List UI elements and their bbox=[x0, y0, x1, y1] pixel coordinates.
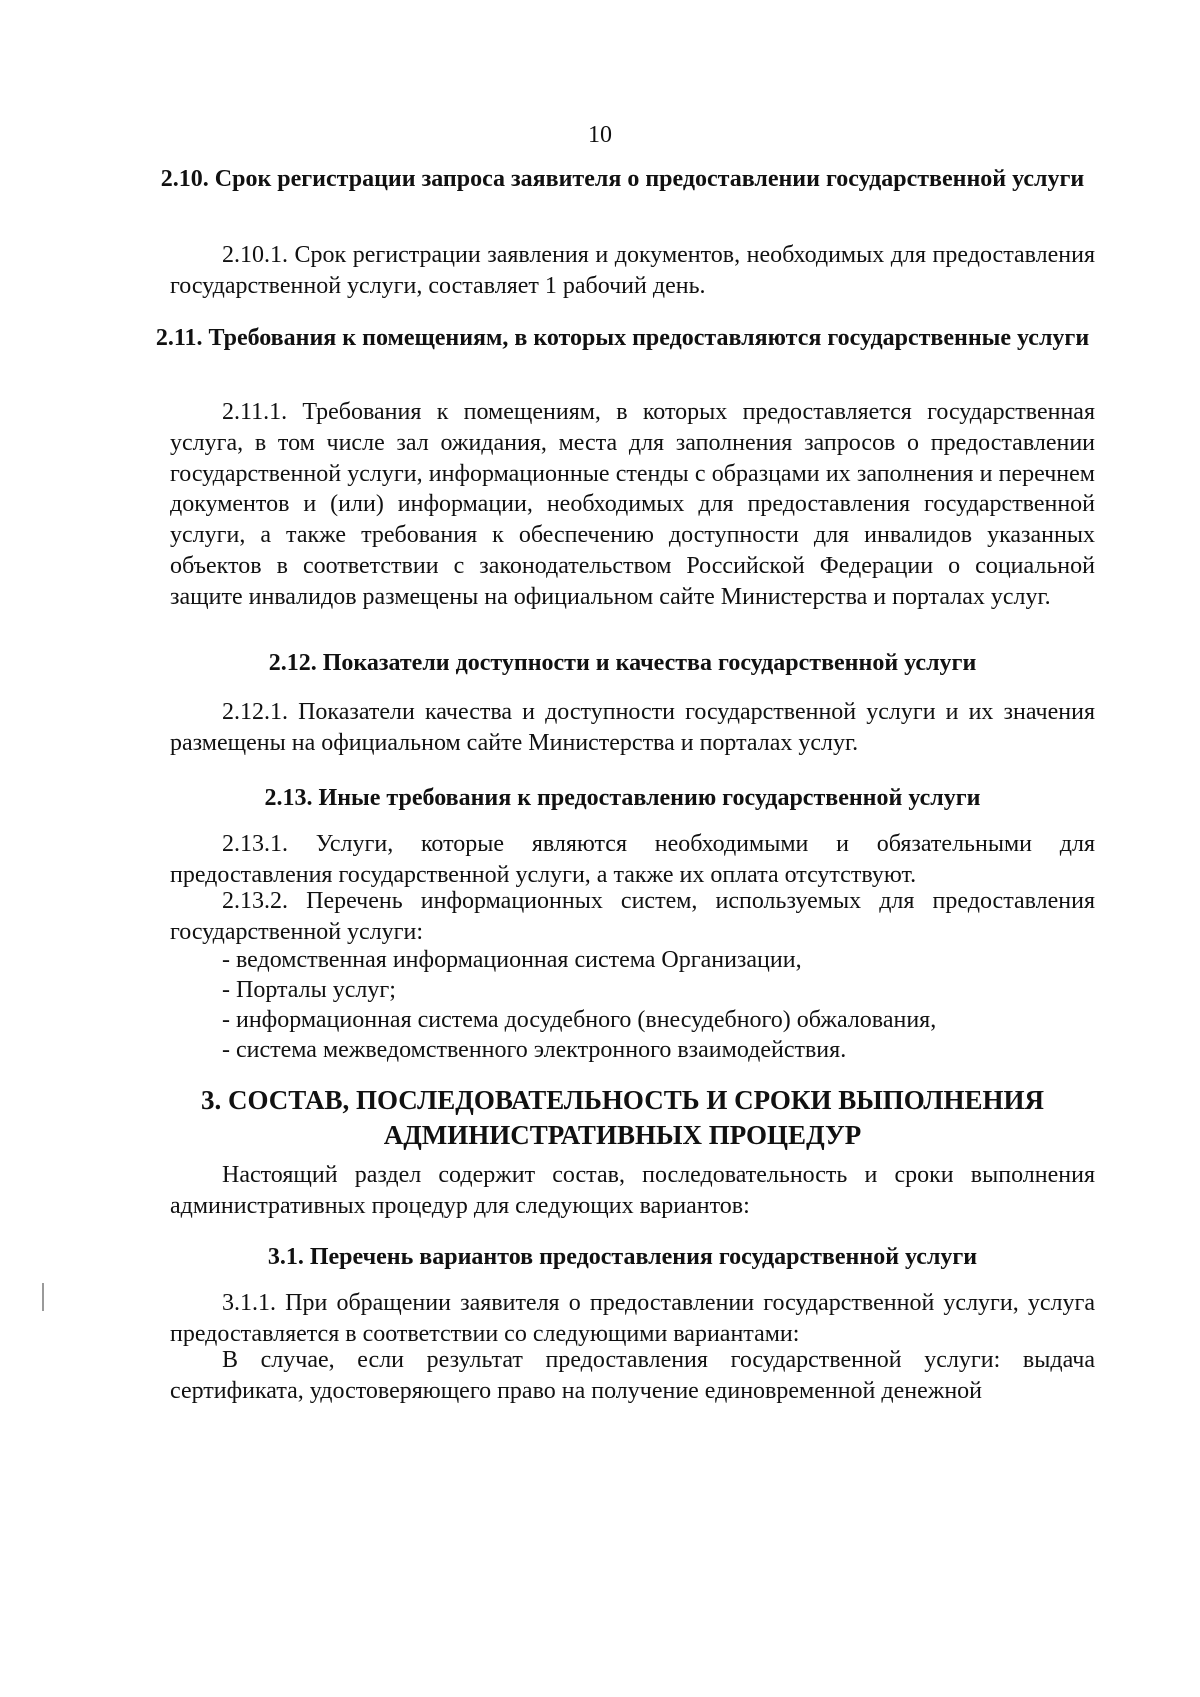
paragraph-section-3-intro: Настоящий раздел содержит состав, последовательность и сроки выполнения административных процедур для следующих вариантов: bbox=[170, 1162, 1095, 1219]
information-systems-list bbox=[222, 945, 1097, 1065]
page-number: 10 bbox=[588, 122, 612, 148]
list-item: - информационная система досудебного (внесудебного) обжалования, bbox=[222, 1007, 937, 1033]
paragraph-3-1-1: 3.1.1. При обращении заявителя о предоставлении государственной услуги, услуга предоставляется в соответствии со следующими вариантами: bbox=[170, 1290, 1095, 1347]
paragraph-2-10-1: 2.10.1. Срок регистрации заявления и документов, необходимых для предоставления государственной услуги, составляет 1 рабочий день. bbox=[170, 242, 1095, 299]
paragraph-2-12-1: 2.12.1. Показатели качества и доступности государственной услуги и их значения размещены на официальном сайте Министерства и порталах услуг. bbox=[170, 699, 1095, 756]
paragraph-2-13-2: 2.13.2. Перечень информационных систем, используемых для предоставления государственной услуги: bbox=[170, 888, 1095, 945]
heading-2-13: 2.13. Иные требования к предоставлению государственной услуги bbox=[264, 785, 981, 811]
list-item: - система межведомственного электронного взаимодействия. bbox=[222, 1037, 847, 1063]
heading-2-10: 2.10. Срок регистрации запроса заявителя о предоставлении государственной услуги bbox=[160, 166, 1085, 192]
heading-2-11: 2.11. Требования к помещениям, в которых предоставляются государственные услуги bbox=[155, 325, 1090, 351]
heading-3-1: 3.1. Перечень вариантов предоставления государственной услуги bbox=[267, 1244, 978, 1270]
list-item: - ведомственная информационная система Организации, bbox=[222, 947, 802, 973]
paragraph-2-13-1: 2.13.1. Услуги, которые являются необходимыми и обязательными для предоставления государственной услуги, а также их оплата отсутствуют. bbox=[170, 831, 1095, 888]
scan-margin-mark bbox=[42, 1283, 44, 1311]
paragraph-2-11-1: 2.11.1. Требования к помещениям, в которых предоставляется государственная услуга, в том числе зал ожидания, места для заполнения запросов о предоставлении государственной услуги, информационные стенды с образцами их заполнения и перечнем документов и (или) информации, необходимых для предоставления государственной услуги, а также требования к обеспечению доступности для инвалидов указанных объектов в соответствии с законодательством Российской Федерации о социальной защите инвалидов размещены на официальном сайте Министерства и порталах услуг. bbox=[170, 399, 1095, 610]
heading-2-12: 2.12. Показатели доступности и качества государственной услуги bbox=[268, 650, 977, 676]
paragraph-3-1-1-variant: В случае, если результат предоставления государственной услуги: выдача сертификата, удостоверяющего право на получение единовременной денежной bbox=[170, 1347, 1095, 1404]
list-item: - Порталы услуг; bbox=[222, 977, 396, 1003]
heading-section-3: 3. СОСТАВ, ПОСЛЕДОВАТЕЛЬНОСТЬ И СРОКИ ВЫПОЛНЕНИЯ АДМИНИСТРАТИВНЫХ ПРОЦЕДУР bbox=[200, 1085, 1045, 1150]
